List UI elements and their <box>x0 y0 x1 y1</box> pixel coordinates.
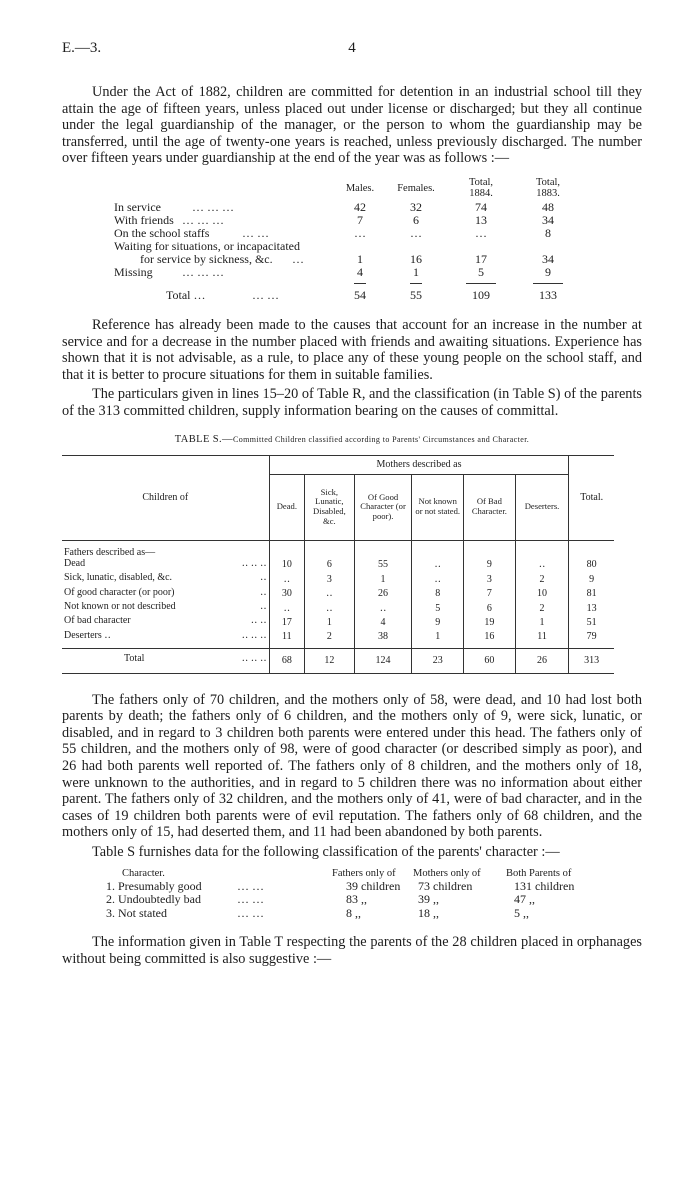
cell-value: 4 <box>354 615 412 629</box>
cell-value: 7 <box>464 587 516 601</box>
header-mothers: Mothers only of <box>413 867 481 879</box>
cell-value: 19 <box>464 615 516 629</box>
leader-dots: ‥ <box>259 572 267 584</box>
col-deserters: Deserters. <box>515 474 569 540</box>
leader-dots: ‥ <box>259 600 267 612</box>
value-total-1883: 34 <box>542 212 554 227</box>
table-s-row <box>62 630 614 649</box>
row-total: 80 <box>586 559 597 571</box>
col-not-known: Not known or not stated. <box>412 474 464 540</box>
value-total-1884: 5 <box>478 264 484 279</box>
value-females: … <box>410 225 422 240</box>
leader-dots: … … <box>242 225 269 240</box>
cell-value: 10 <box>515 587 569 601</box>
col-good-character: Of Good Character (or poor). <box>354 474 412 540</box>
cell-value: 3 <box>464 572 516 586</box>
value-females: 6 <box>413 212 419 227</box>
paragraph-guardianship: Under the Act of 1882, children are committed for detention in an industrial school till they attain the age of fifteen years, unless placed out under license or discharged; but they all continue under the legal guardianship of the manager, or the person to whom the guardianship may be transferred, until the age of twenty-one years is reached, unless previously discharged. The number over fifteen years under guardianship at the end of the year was as follows :— <box>62 84 642 167</box>
value-total-1884: 13 <box>475 212 487 227</box>
row-category <box>62 649 269 673</box>
character-row <box>62 907 642 920</box>
paragraph-reference: Reference has already been made to the causes that account for an increase in the number at service and for a decrease in the number placed with friends and awaiting situations. Experience has shown that it is not advisable, as a rule, to place any of these young people on the school staff, and that it is better to procure situations for them in suitable families. <box>62 316 642 383</box>
total-1884: 109 <box>472 287 490 302</box>
cell-value: 16 <box>464 630 516 649</box>
paragraph-analysis: The fathers only of 70 children, and the mothers only of 58, were dead, and 10 had lost both parents by death; the fathers only of 6 children, and the mothers only of 9, were sick, lunatic, or disabled, and in regard to 3 children both parents were entered under this head. The fathers only of 55 children, and the mothers only of 98, were of good character (or described simply as poor), and 26 had both parents well reported of. The fathers only of 8 children, and the mothers only of 18, were unknown to the authorities, and in regard to 5 children there was no information about either parent. The fathers only of 32 children, and the mothers only of 41, were of bad character, and in the cases of 19 children both parents were of evil reputation. The fathers only of 68 children, and the mothers only of 15, had deserted them, and 11 had been abandoned by both parents. <box>62 691 642 841</box>
count-both-parents: 5 ,, <box>514 905 529 920</box>
report-reference: E.—3. <box>62 40 102 56</box>
leader-dots: … … <box>237 892 264 907</box>
value-females: 32 <box>410 199 422 214</box>
count-both-parents: 131 children <box>514 878 575 893</box>
cell-value: 1 <box>412 630 464 649</box>
table-s-total-row <box>62 649 614 673</box>
row-category <box>62 572 269 586</box>
row-category <box>62 615 269 629</box>
row-label: With friends <box>114 212 174 227</box>
cell-value: 10 <box>269 558 304 572</box>
row-label: Missing <box>114 264 153 279</box>
cell-value: 2 <box>515 601 569 615</box>
mothers-group-header: Mothers described as <box>269 455 569 474</box>
total-males: 54 <box>354 287 366 302</box>
row-category <box>62 558 269 572</box>
page-header <box>62 40 642 62</box>
header-total-1883: Total, 1883. <box>535 176 561 199</box>
rule <box>466 283 496 284</box>
cell-value: ‥ <box>269 572 304 586</box>
row-label: On the school staffs <box>114 225 210 240</box>
cell-value: ‥ <box>354 601 412 615</box>
leader-dots: … … … <box>182 212 224 227</box>
col-sick: Sick, Lunatic, Disabled, &c. <box>305 474 355 540</box>
value-total-1884: 74 <box>475 199 487 214</box>
cell-value: 3 <box>305 572 355 586</box>
cell-value: 5 <box>412 601 464 615</box>
leader-dots: ‥ ‥ ‥ <box>241 629 267 641</box>
header-males: Males. <box>345 182 375 194</box>
cell-value: 2 <box>515 572 569 586</box>
cell-value: ‥ <box>412 558 464 572</box>
cell-value: 6 <box>305 558 355 572</box>
row-label: Deserters ‥ <box>64 629 111 641</box>
table-s-row <box>62 615 614 629</box>
row-label: Sick, lunatic, disabled, &c. <box>64 572 173 584</box>
table-s-row <box>62 587 614 601</box>
table-s-caption <box>62 434 642 445</box>
row-label: Not known or not described <box>64 600 176 612</box>
cell-value: 55 <box>354 558 412 572</box>
paragraph-table-t: The information given in Table T respecting the parents of the 28 children placed in orphanages without being committed is also suggestive :— <box>62 934 642 967</box>
col-dead: Dead. <box>269 474 304 540</box>
character-table-header <box>62 867 642 880</box>
rule <box>533 283 563 284</box>
count-fathers-only: 8 ,, <box>346 905 361 920</box>
cell-value: 1 <box>354 572 412 586</box>
row-label: Dead <box>64 557 86 569</box>
total-label: Total … <box>166 287 206 302</box>
count-mothers-only: 39 ,, <box>418 892 439 907</box>
row-label: Total <box>124 653 145 665</box>
row-total: 9 <box>589 573 595 585</box>
cell-value: 124 <box>354 649 412 673</box>
leader-dots: ‥ ‥ ‥ <box>241 653 267 665</box>
table-s-row <box>62 558 614 572</box>
row-total: 79 <box>586 631 597 643</box>
guardianship-total-row <box>62 285 642 303</box>
cell-value: 30 <box>269 587 304 601</box>
table-s-caption-title: Committed Children classified according to Parents' Circumstances and Character. <box>232 434 530 444</box>
row-total: 51 <box>586 616 597 628</box>
row-category <box>62 630 269 649</box>
guardianship-table-header <box>62 175 642 201</box>
value-total-1884: 17 <box>475 251 487 266</box>
col-bad-character: Of Bad Character. <box>464 474 516 540</box>
header-character: Character. <box>122 867 165 879</box>
cell-value: 60 <box>464 649 516 673</box>
character-table <box>62 867 642 921</box>
value-total-1883: 48 <box>542 199 554 214</box>
document-page <box>62 40 642 967</box>
header-fathers: Fathers only of <box>332 867 396 879</box>
leader-dots: ‥ ‥ ‥ <box>241 557 267 569</box>
header-females: Females. <box>397 182 435 194</box>
cell-value: ‥ <box>305 587 355 601</box>
guardianship-table <box>62 175 642 303</box>
paragraph-classification: Table S furnishes data for the following classification of the parents' character :— <box>92 843 560 860</box>
count-mothers-only: 18 ,, <box>418 905 439 920</box>
character-row <box>62 880 642 893</box>
rule <box>354 283 366 284</box>
row-total: 13 <box>586 602 597 614</box>
row-label: In service <box>114 199 161 214</box>
section-label: Fathers described as— <box>62 540 269 558</box>
cell-value: ‥ <box>515 558 569 572</box>
value-males: 4 <box>357 264 363 279</box>
leader-dots: … <box>292 251 304 266</box>
value-males: 42 <box>354 199 366 214</box>
row-category <box>62 587 269 601</box>
table-s-row <box>62 572 614 586</box>
cell-value: 2 <box>305 630 355 649</box>
paragraph-particulars: The particulars given in lines 15–20 of Table R, and the classification (in Table S) of the parents of the 313 committed children, supply information bearing on the causes of committal. <box>62 386 642 419</box>
value-females: 16 <box>410 251 422 266</box>
cell-value: ‥ <box>412 572 464 586</box>
row-total: 313 <box>569 649 614 673</box>
count-fathers-only: 83 ,, <box>346 892 367 907</box>
cell-value: 11 <box>269 630 304 649</box>
value-total-1883: 9 <box>545 264 551 279</box>
cell-value: ‥ <box>269 601 304 615</box>
value-males: … <box>354 225 366 240</box>
cell-value: 6 <box>464 601 516 615</box>
table-s-row <box>62 601 614 615</box>
value-females: 1 <box>413 264 419 279</box>
leader-dots: … … <box>237 905 264 920</box>
character-row <box>62 893 642 906</box>
cell-value: 26 <box>515 649 569 673</box>
row-label: Of good character (or poor) <box>64 586 175 598</box>
cell-value: 8 <box>412 587 464 601</box>
header-both: Both Parents of <box>506 867 572 879</box>
stub-header: Children of <box>62 455 269 540</box>
leader-dots: … … … <box>192 199 234 214</box>
row-label: Waiting for situations, or incapacitated <box>114 238 300 253</box>
value-total-1883: 34 <box>542 251 554 266</box>
guardianship-row <box>62 266 642 279</box>
cell-value: 11 <box>515 630 569 649</box>
section-row <box>62 540 614 558</box>
leader-dots: … … … <box>182 264 224 279</box>
cell-value: ‥ <box>305 601 355 615</box>
total-header: Total. <box>569 455 614 540</box>
cell-value: 17 <box>269 615 304 629</box>
total-1883: 133 <box>539 287 557 302</box>
row-label: Of bad character <box>64 615 131 627</box>
cell-value: 26 <box>354 587 412 601</box>
leader-dots: ‥ <box>259 586 267 598</box>
value-total-1884: … <box>475 225 487 240</box>
table-s <box>62 455 614 674</box>
row-label-continued: for service by sickness, &c. <box>140 251 273 266</box>
count-fathers-only: 39 children <box>346 878 401 893</box>
row-total: 81 <box>586 588 597 600</box>
header-total-1884: Total, 1884. <box>468 176 494 199</box>
cell-value: 68 <box>269 649 304 673</box>
rule <box>410 283 422 284</box>
count-mothers-only: 73 children <box>418 878 473 893</box>
cell-value: 9 <box>464 558 516 572</box>
cell-value: 12 <box>305 649 355 673</box>
character-label: 1. Presumably good <box>106 878 202 893</box>
cell-value: 1 <box>515 615 569 629</box>
guardianship-row <box>62 240 642 266</box>
cell-value: 23 <box>412 649 464 673</box>
cell-value: 38 <box>354 630 412 649</box>
value-males: 7 <box>357 212 363 227</box>
value-total-1883: 8 <box>545 225 551 240</box>
value-males: 1 <box>357 251 363 266</box>
character-label: 3. Not stated <box>106 905 167 920</box>
total-females: 55 <box>410 287 422 302</box>
cell-value: 1 <box>305 615 355 629</box>
character-label: 2. Undoubtedly bad <box>106 892 201 907</box>
leader-dots: … … <box>237 878 264 893</box>
row-category <box>62 601 269 615</box>
count-both-parents: 47 ,, <box>514 892 535 907</box>
leader-dots: ‥ ‥ <box>250 615 267 627</box>
leader-dots: … … <box>252 287 279 302</box>
page-number: 4 <box>348 40 356 56</box>
cell-value: 9 <box>412 615 464 629</box>
table-s-caption-prefix: TABLE S.— <box>174 433 233 445</box>
